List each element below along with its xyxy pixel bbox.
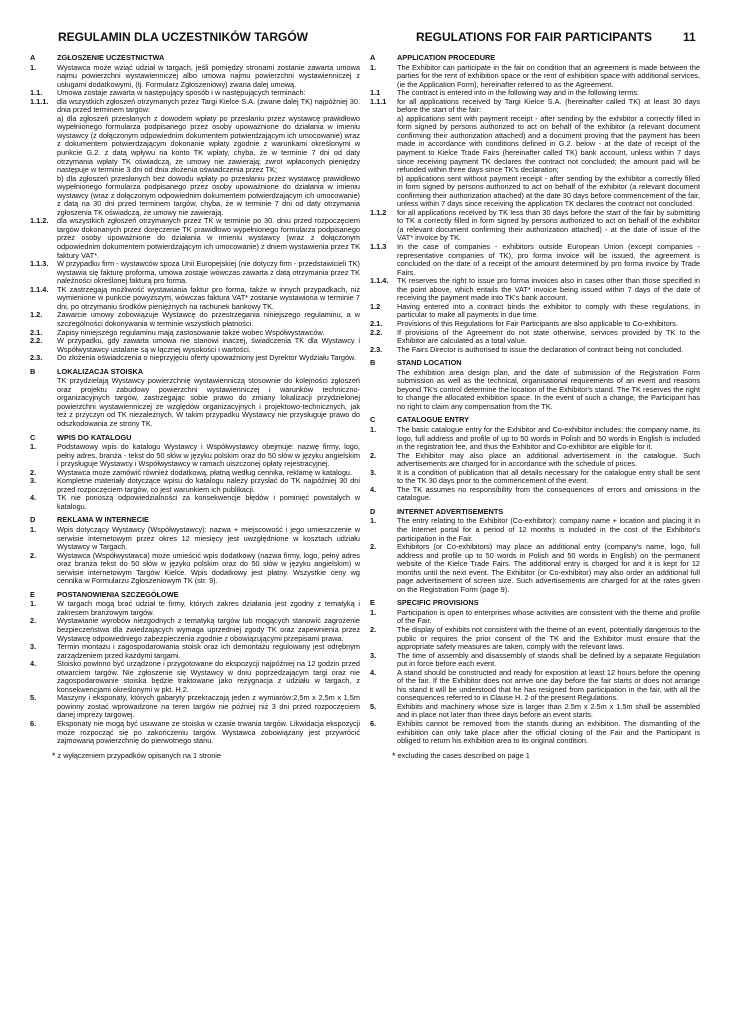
clause-number: 1.: [370, 607, 377, 617]
clause-number: 1.: [30, 442, 37, 452]
clause: [30, 617, 360, 643]
clause-text: The Exhibitor may also place an additional advertisement in the catalogue. Such advertisements are charged for in accordance with the schedule of prices.: [397, 450, 700, 469]
clause-number: 4.: [30, 493, 37, 503]
clause-text: Maszyny i eksponaty, których gabaryty przekraczają jeden z wymiarów:2,5m x 2,5m x 1,5m powinny zostać wprowadzone na teren targów nie później niż 3 dni przed rozpoczęciem danej imprezy targowej.: [57, 693, 360, 720]
clause-number: 1.: [30, 62, 37, 72]
clause-number: 1.1.4.: [370, 276, 389, 286]
clause-number: 1.1.2.: [30, 216, 49, 226]
clause-number: 2.: [30, 616, 37, 626]
clause-text: Exhibitors (or Co-exhibitors) may place an additional entry (company's name, logo, full address and profile up to 50 words in Polish and 50 words in English) on the permanent website of the Kielce Trade Fairs. The additional entry is charged for and it is kept for 12 months until the next event. The Exhibitor (or Co-exhibitor) may also order an additional full page advertisement of screen size. Such advertisements are charged for at the rates given on the Registration Form (page 9).: [397, 542, 700, 594]
section-letter: D: [30, 515, 36, 525]
clause: [30, 660, 360, 694]
clause: [30, 64, 360, 90]
clause-text: The Fairs Director is authorised to issue the declaration of contract being not concluded.: [397, 344, 684, 354]
clause-number: 2.2.: [30, 336, 43, 346]
clause-text: Provisions of this Regulations for Fair Participants are also applicable to Co-exhibitors.: [397, 318, 678, 328]
clause: [370, 609, 700, 626]
clause-text: Zapisy niniejszego regulaminu mają zastosowanie także wobec Współwystawców.: [57, 327, 325, 337]
clause: [30, 643, 360, 660]
clause-number: 2.: [30, 550, 37, 560]
section-paragraph: TK przydzielają Wystawcy powierzchnię wystawienniczą stosownie do kolejności zgłoszeń oraz projektu zabudowy powierzchni wystawienniczej i warunków techniczno-organizacyjnych targów, zastrzegając sobie prawo do zmiany lokalizacji przydzielonej powierzchni wystawienniczej ze względów organizacyjnych i projektowo-technicznych, jak też z przyczyn od TK niezależnych. W takim przypadku Wystawcy nie przysługuje prawo do odszkodowania ze strony TK.: [57, 376, 360, 428]
section-title: POSTANOWIENIA SZCZEGÓŁOWE: [57, 589, 179, 599]
clause-number: 2.3.: [370, 344, 383, 354]
clause-text: for all applications received by Targi Kielce S.A. (hereinafter called TK) at least 30 days before the start of the fair:: [397, 96, 700, 115]
clause-text: b) applications sent without payment receipt - after sending by the exhibitor a correctly filled in form signed by persons authorized to act on behalf of the exhibitor (a relevant document confirming their authorization attached) at the date 30 days before commencement of the fair, unless within 7 days since receiving the application TK declares the contract not concluded.: [397, 173, 700, 209]
section-e: [30, 591, 360, 746]
clause-number: 3.: [370, 467, 377, 477]
section-letter: C: [370, 415, 376, 425]
section-title: WPIS DO KATALOGU: [57, 432, 132, 442]
clause-text: TK reserves the right to issue pro forma invoices also in cases other than those specified in the point above, which entails the VAT* invoice being issued within 7 days of the date of receiving the payment made into TK's bank account.: [397, 276, 700, 303]
clause-text: dla wszystkich zgłoszeń otrzymanych przez Targi Kielce S.A. (zwane dalej TK) najpóźniej 30. dnia przed terminem targów:: [57, 96, 360, 115]
clause: [370, 426, 700, 452]
clause-number: [30, 175, 57, 218]
clause-text: b) dla zgłoszeń przesłanych bez dowodu wpłaty po przesłaniu przez wystawcę prawidłowo wypełnionego formularza podpisanego przez osoby upoważnione do działania w imieniu wystawcy (wraz z dołączonym odpowiednim dokumentem potwierdzającym ich umocowanie) z datą na 30 dni przed terminem targów, chyba, że w terminie 7 dni od daty otrzymania zgłoszenia TK oświadczą, że umowy nie zawierają.: [57, 173, 360, 217]
clause: [30, 694, 360, 720]
clause-number: 1.2: [370, 301, 381, 311]
clause-text: Exhibits cannot be removed from the stands during an exhibition. The dismantling of the exhibition can only take place after the official closing of the Fair and the Participant is obliged to return his exhibition area to its original condition.: [397, 719, 700, 746]
clause: [30, 311, 360, 328]
clause-text: for all applications received by TK less than 30 days before the start of the fair by submitting to TK a correctly filled in form signed by persons authorized to act on behalf of the exhibitor (a relevant document confirming their authorization attached) - at the date of issue of the VAT* invoice by TK.: [397, 207, 700, 243]
clause-number: 1.: [370, 516, 377, 526]
clause: [370, 703, 700, 720]
section-heading: [30, 368, 360, 377]
clause: [370, 303, 700, 320]
clause-number: 1.1.1.: [30, 96, 49, 106]
clause: [370, 98, 700, 115]
clause-number: 1.1.: [30, 88, 43, 98]
section-letter: B: [30, 366, 36, 376]
clause-text: A stand should be constructed and ready for exposition at least 12 hours before the opening of the fair. If the Exhibitor does not arrive one day before the fair starts or does not arrange his stand it will be understood that he has resigned from participation in the fair, with all the consequences referred to in Clause H. 2 of the present Regulations.: [397, 667, 700, 703]
clause-text: Stoisko powinno być urządzone i przygotowane do ekspozycji najpóźniej na 12 godzin przed otwarciem targów. Nie zgłoszenie się Wystawcy w dniu poprzedzającym targi oraz nie zagospodarowanie stoiska będzie traktowane jako rezygnacja z udziału w targach, z konsekwencjami określonymi w pkt. H.2.: [57, 659, 360, 694]
section-a: [30, 54, 360, 363]
section-a: [370, 54, 700, 354]
clause-text: The contract is entered into in the following way and in the following terms:: [397, 88, 640, 98]
clause-number: 1.1.3.: [30, 259, 49, 269]
clause-number: 2.3.: [30, 353, 43, 363]
section-b: [30, 368, 360, 429]
clause-text: Having entered into a contract binds the exhibitor to comply with these regulations, in particular to make all payments in due time.: [397, 301, 700, 320]
clause-text: Wystawianie wyrobów niezgodnych z tematyką targów lub mogących stanowić zagrożenie bezpieczeństwa dla zwiedzających wymaga uprzedniej zgody TK oraz zapewnienia przez Wystawcę odpowiedniego zabezpieczenia zgodnie z obowiązującymi przepisami prawa.: [57, 616, 360, 643]
section-title: STAND LOCATION: [397, 358, 462, 368]
clause-text: Wystawca może zamówić również dodatkową, płatną według cennika, reklamę w katalogu.: [57, 467, 353, 477]
section-letter: D: [370, 506, 376, 516]
footnote-mark: *: [392, 750, 396, 761]
english-column: [370, 54, 700, 760]
sub-clause: [370, 175, 700, 209]
clause-number: 1.1: [370, 88, 381, 98]
clause-text: a) dla zgłoszeń przesłanych z dowodem wpłaty po przesłaniu przez wystawcę prawidłowo wypełnionego formularza podpisanego przez osoby upoważnione do działania w imieniu wystawcy (z dołączonym odpowiednim dokumentem potwierdzającym ich umocowanie) wraz z dokumentem potwierdzającym dokonanie wpłaty zgodnie z warunkami określonymi w punkcie G.2. z datą wpływu na konto TK wpłaty, chyba, że w terminie 7 dni od daty otrzymania wpłaty TK oświadczą, że umowy nie zawierają; zwrot wpłaconych pieniędzy następuje w terminie 3 dni od dnia złożenia oświadczenia przez TK;: [57, 113, 360, 175]
clause: [30, 477, 360, 494]
clause: [30, 286, 360, 312]
section-heading: [30, 54, 360, 63]
clause-text: a) applications sent with payment receipt - after sending by the exhibitor a correctly filled in form signed by persons authorized to act on behalf of the exhibitor (a relevant document confirming their authorization attached) and a document proving that the payment has been made in accordance with conditions defined in G.2. below - at the date of receipt of the payment to Kielce Trade Fairs (hereinafter called TK) bank account, unless within 7 days since receiving payment TK declares the contract not concluded; the amount paid will be refunded within three days since TK's declaration;: [397, 113, 700, 175]
clause: [30, 443, 360, 469]
clause-text: Exhibits and machinery whose size is larger than 2.5m x 2.5m x 1.5m shall be assembled and in place not later than three days before an event starts.: [397, 701, 700, 720]
clause-text: If provisions of the Agreement do not state otherwise, services provided by TK to the Exhibitor are calculated as a total value.: [397, 327, 700, 346]
clause: [370, 626, 700, 652]
clause-text: Wpis dotyczący Wystawcy (Współwystawcy): nazwa + miejscowość i jego umieszczenie w serwisie internetowym przez okres 12 miesięcy jest uwzględnione w kosztach udziału Wystawcy w Targach.: [57, 524, 360, 552]
clause: [30, 260, 360, 286]
clause: [370, 209, 700, 243]
section-title: SPECIFIC PROVISIONS: [397, 598, 479, 608]
clause-number: 2.: [370, 625, 377, 634]
section-letter: E: [30, 589, 35, 599]
clause: [30, 552, 360, 586]
section-heading: [30, 434, 360, 443]
clause: [30, 337, 360, 354]
section-letter: C: [30, 432, 36, 442]
clause-number: 4.: [370, 667, 377, 677]
clause-number: 6.: [370, 719, 377, 729]
clause-text: dla wszystkich zgłoszeń otrzymanych przez TK w terminie po 30. dniu przed rozpoczęciem targów dokonanych przez doręczenie TK prawidłowo wypełnionego formularza podpisanego przez osoby upoważnione do działania w imieniu wystawcy (wraz z dołączonym odpowiednim dokumentem potwierdzającym ich umocowanie) z dniem wystawienia przez TK faktury VAT*.: [57, 216, 360, 260]
clause-number: 3.: [30, 476, 37, 486]
section-heading: [370, 359, 700, 368]
clause-text: In the case of companies - exhibitors outside European Union (except companies - representative companies of TK), pro forma invoice will be issued, the agreement is concluded on the date of a receipt of the amount determined by pro forma invoice by Trade Fairs.: [397, 242, 700, 277]
clause-text: It is a condition of publication that all details necessary for the catalogue entry shall be sent to the TK 30 days prior to the commencement of the event.: [397, 467, 700, 486]
clause: [370, 669, 700, 703]
clause-number: 2.: [370, 542, 377, 552]
clause-text: Do złożenia oświadczenia o nieprzyjęciu oferty upoważniony jest Dyrektor Wydziału Targów.: [57, 353, 356, 363]
clause: [370, 346, 700, 355]
sub-clause: [30, 175, 360, 218]
clause-number: 2.: [30, 467, 37, 477]
clause-number: 3.: [370, 650, 377, 660]
section-heading: [30, 516, 360, 525]
clause-text: The basic catalogue entry for the Exhibitor and Co-exhibitor includes: the company name, its logo, full address and profile of up to 50 words in Polish and 50 words in English is included in the registration fee, and thus the Exhibitor and Co-exhibitor are eligible for it.: [397, 424, 700, 452]
clause: [370, 277, 700, 303]
clause: [30, 600, 360, 617]
section-heading: [30, 591, 360, 600]
section-title: LOKALIZACJA STOISKA: [57, 366, 144, 376]
clause-number: 4.: [30, 659, 37, 669]
clause: [370, 486, 700, 503]
clause-number: 2.: [370, 450, 377, 460]
section-title: REKLAMA W INTERNECIE: [57, 515, 149, 525]
section-title: CATALOGUE ENTRY: [397, 415, 470, 425]
clause: [30, 526, 360, 552]
section-letter: A: [370, 53, 376, 62]
title-english: REGULATIONS FOR FAIR PARTICIPANTS: [416, 30, 652, 44]
section-letter: E: [370, 598, 375, 608]
clause: [30, 720, 360, 746]
clause-text: The time of assembly and disassembly of stands shall be defined by a separate Regulation put in force before each event.: [397, 650, 700, 669]
clause-number: 1.: [370, 62, 377, 72]
clause-text: Umowa zostaje zawarta w następujący sposób i w następujących terminach:: [57, 88, 306, 98]
section-title: ZGŁOSZENIE UCZESTNICTWA: [57, 53, 165, 62]
clause: [370, 329, 700, 346]
clause-text: Podstawowy wpis do katalogu Wystawcy i Współwystawcy obejmuje: nazwę firmy, logo, pełny adres, branża - tekst do 50 słów w języku polskim oraz do 50 słów w języku angielskim i przysługuje Wystawcy i Współwystawcy w ramach uiszczonej opłaty rejestracyjnej.: [57, 442, 360, 469]
clause-number: 1.1.4.: [30, 284, 49, 294]
clause-number: 3.: [30, 642, 37, 652]
section-heading: [370, 416, 700, 425]
clause-text: The display of exhibits not consistent with the theme of an event, potentially dangerous to the public or requires the prior consent of the TK and the Exhibitor must ensure that the appropriate safety measures are taken, comply with the relevant laws.: [397, 625, 700, 652]
title-polish: REGULAMIN DLA UCZESTNIKÓW TARGÓW: [58, 30, 308, 44]
clause: [370, 720, 700, 746]
section-heading: [370, 599, 700, 608]
clause-text: Zawarcie umowy zobowiązuje Wystawcę do przestrzegania niniejszego regulaminu, a w szczególności dokonywania w terminie wszystkich płatności.: [57, 310, 360, 328]
section-b: [370, 359, 700, 411]
clause: [370, 243, 700, 277]
clause-text: Eksponaty nie mogą być usuwane ze stoiska w czasie trwania targów. Likwidacja ekspozycji może rozpocząć się po zakończeniu targów. Wystawca zobowiązany jest przywrócić zajmowaną powierzchnię do pierwotnego stanu.: [57, 719, 360, 746]
clause-number: [370, 115, 397, 175]
page-number: 11: [683, 30, 696, 44]
clause-text: Kompletne materiały dotyczące wpisu do katalogu należy przysłać do TK najpóźniej 30 dni przed rozpoczęciem targów, co jest warunkiem ich publikacji.: [57, 476, 360, 494]
section-c: [370, 416, 700, 502]
clause-number: 1.2.: [30, 310, 43, 320]
clause-text: Participation is open to enterprises whose activities are consistent with the theme and profile of the Fair.: [397, 607, 700, 626]
clause-text: Termin montażu i zagospodarowania stoisk oraz ich demontażu regulowany jest odrębnym zarządzeniem przed każdymi targami.: [57, 642, 360, 660]
clause-text: Wystawca (Współwystawca) może umieścić wpis dodatkowy (nazwa firmy, logo, pełny adres oraz branża tekst do 50 słów w języku polskim oraz do 50 słów w języku angielskim) w serwisie internetowym Targów Kielce. Wpis dodatkowy jest płatny. Wszystkie ceny wg cennika w Formularzu Zgłoszeniowym TK (str. 9).: [57, 550, 360, 586]
footnote-text: z wyłączeniem przypadków opisanych na 1 stronie: [57, 750, 221, 760]
footnote: [30, 752, 360, 761]
sub-clause: [370, 115, 700, 175]
clause-number: 1.1.2: [370, 207, 387, 217]
section-paragraph: The exhibition area design plan, and the date of submission of the Registration Form submission as well as the technical, organisational requirements of an event and reasons beyond TK's control determine the location of the Exhibitor's stand. The TK reserves the right to change the allocated exhibition space. In the event of such a change, the Participant has no right to claim any compensation from the TK.: [397, 367, 700, 411]
clause: [370, 452, 700, 469]
clause: [30, 354, 360, 363]
clause-number: 2.1.: [370, 318, 383, 328]
page-header: [0, 30, 730, 50]
clause: [30, 217, 360, 260]
footnote: [370, 752, 700, 761]
polish-column: [30, 54, 360, 760]
clause: [370, 652, 700, 669]
footnote-text: excluding the cases described on page 1: [397, 750, 530, 760]
clause-text: The Exhibitor can participate in the fair on condition that an agreement is made between the parties for the rent of exhibition space or the rent of exhibition space with additional services, (ie the Application Form), hereinafter referred to as the Agreement.: [397, 62, 700, 89]
clause-number: 1.: [30, 599, 37, 609]
clause-number: [370, 175, 397, 209]
section-title: INTERNET ADVERTISEMENTS: [397, 506, 504, 516]
sub-clause: [30, 115, 360, 175]
clause-text: W targach mogą brać udział te firmy, których zakres działania jest zgodny z tematyką i zakresem branżowym targów.: [57, 599, 360, 617]
clause-number: 4.: [370, 484, 377, 494]
section-e: [370, 599, 700, 745]
clause-text: The entry relating to the Exhibitor (Co-exhibitor): company name + location and placing it in the Internet portal for a period of 12 months is included in the cost of the Exhibitor's participation in the Fair.: [397, 516, 700, 543]
clause-text: TK zastrzegają możliwość wystawiania faktur pro forma, także w innych przypadkach, niż wymienione w punkcie powyższym, wówczas faktura VAT* zostanie wystawiona w terminie 7 dni, po otrzymaniu środków pieniężnych na rachunek bankowy TK.: [57, 284, 360, 311]
clause: [30, 494, 360, 511]
clause-text: The TK assumes no responsibility from the consequences of errors and omissions in the catalogue.: [397, 484, 700, 503]
section-heading: [370, 54, 700, 63]
clause-number: 1.1.1: [370, 96, 387, 106]
clause-number: 5.: [370, 701, 377, 711]
clause-number: 2.1.: [30, 327, 43, 337]
clause-number: 1.: [30, 524, 37, 534]
clause-number: 1.: [370, 424, 377, 434]
clause-number: 5.: [30, 693, 37, 703]
section-letter: A: [30, 53, 36, 62]
clause: [30, 98, 360, 115]
clause-text: W przypadku, gdy zawarta umowa nie stanowi inaczej, świadczenia TK dla Wystawcy i Współwystawcy ustalane są w łącznej wysokości i wartości.: [57, 336, 360, 354]
clause-number: 2.2.: [370, 327, 383, 337]
clause-number: [30, 115, 57, 175]
section-letter: B: [370, 358, 376, 368]
section-d: [30, 516, 360, 585]
section-c: [30, 434, 360, 512]
clause: [370, 517, 700, 543]
clause: [370, 543, 700, 594]
section-heading: [370, 508, 700, 517]
section-title: APPLICATION PROCEDURE: [397, 53, 496, 62]
footnote-mark: *: [52, 750, 56, 761]
clause: [370, 64, 700, 90]
clause: [370, 469, 700, 486]
clause-number: 1.1.3: [370, 242, 387, 252]
clause-text: W przypadku firm - wystawców spoza Unii Europejskiej (nie dotyczy firm - przedstawicieli TK) wystawia się fakturę proforma, umowa zostaje wówczas zawarta z datą otrzymania przez TK należności określonej fakturą pro forma.: [57, 259, 360, 286]
clause-text: TK nie ponoszą odpowiedzialności za konsekwencje błędów i pominięć powstałych w katalogu.: [57, 493, 360, 511]
clause-number: 6.: [30, 719, 37, 729]
section-d: [370, 508, 700, 594]
clause-text: Wystawca może wziąć udział w targach, jeśli pomiędzy stronami zostanie zawarta umowa najmu powierzchni wystawienniczej albo umowa najmu powierzchni wystawienniczej z usługami dodatkowymi, (tj. Formularz Zgłoszeniowy) zwana dalej umową.: [57, 62, 360, 89]
